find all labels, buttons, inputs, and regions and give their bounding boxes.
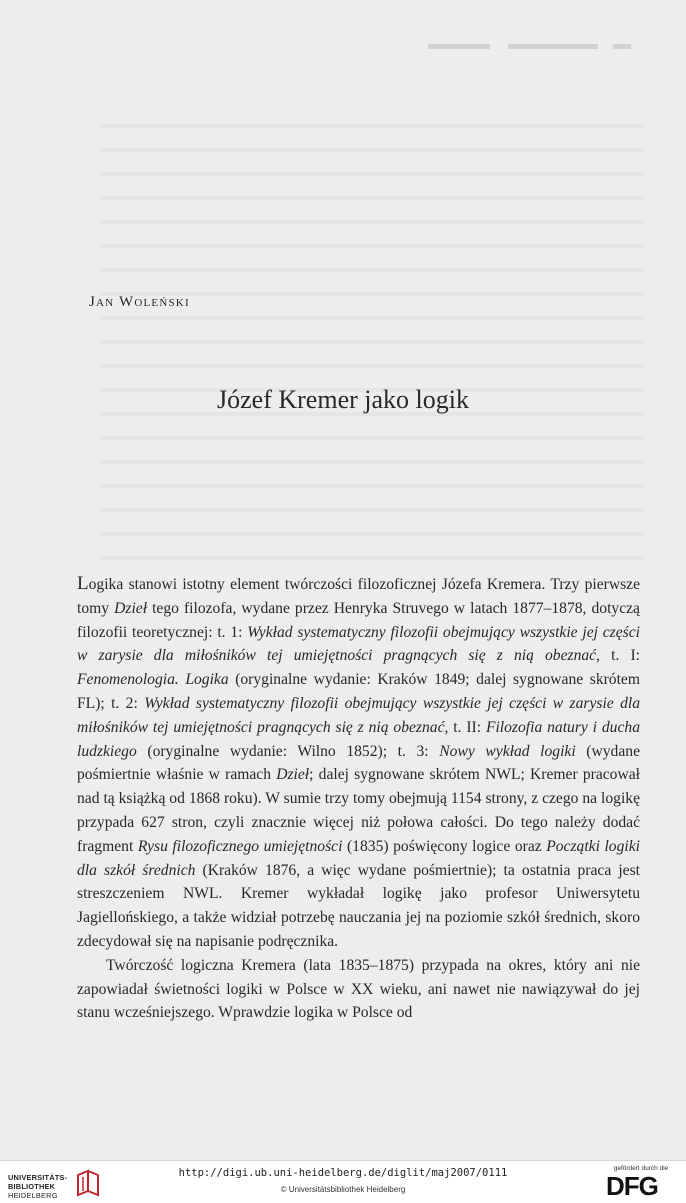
- text-segment: ogika stanowi istotny element twórczości filozoficznej Józefa Kremera. Trzy pierwsze tomy: [77, 576, 640, 617]
- italic-title: Filozofia natury i ducha ludzkiego: [77, 718, 640, 760]
- text-segment: , t. I:: [596, 647, 640, 665]
- text-segment: (1835) poświęcony logice oraz: [342, 837, 547, 855]
- italic-title: Dzieł: [114, 599, 148, 617]
- digital-library-footer: [0, 1160, 686, 1203]
- article-body: [77, 572, 640, 1025]
- author-name: Jan Woleński: [89, 294, 190, 310]
- dfg-logo[interactable]: DFG: [606, 1171, 658, 1201]
- show-through-text: [100, 118, 645, 582]
- text-segment: (oryginalne wydanie: Wilno 1852); t. 3:: [136, 742, 440, 760]
- library-name-line1: UNIVERSITÄTS-: [8, 1173, 68, 1182]
- text-segment: (oryginalne wydanie: Kraków 1849; dalej sygnowane skrótem FL); t. 2:: [77, 671, 640, 712]
- text-segment: ; dalej sygnowane skrótem NWL; Kremer pracował nad tą książką od 1868 roku). W sumie trzy tomy obejmują 1154 strony, z czego na logikę przypada 627 stron, czyli znacznie więcej niż połowa całości. Do tego należy dodać fragment: [77, 766, 640, 855]
- page-url-link[interactable]: http://digi.ub.uni-heidelberg.de/diglit/maj2007/0111: [178, 1167, 508, 1179]
- text-segment: tego filozofa, wydane przez Henryka Struvego w latach 1877–1878, dotyczą filozofii teoretycznej: t. 1:: [77, 599, 640, 641]
- italic-title: Początki logiki dla szkół średnich: [77, 837, 640, 879]
- text-segment: (Kraków 1876, a więc wydane pośmiertnie); ta ostatnia praca jest streszczeniem NWL. Kremer wykładał logikę jako profesor Uniwersytetu Jagiellońskiego, a także widział potrzebę nauczania jej na poziomie szkół średnich, skoro zdecydował się na napisanie podręcznika.: [77, 861, 640, 950]
- library-name-line3: HEIDELBERG: [8, 1191, 58, 1200]
- show-through-header: [408, 38, 648, 61]
- article-title: Józef Kremer jako logik: [217, 385, 469, 414]
- italic-title: Rysu filozoficznego umiejętności: [137, 837, 343, 855]
- text-segment: (wydane pośmiertnie właśnie w ramach: [77, 742, 640, 784]
- italic-title: Nowy wykład logiki: [439, 742, 576, 760]
- italic-title: Wykład systematyczny filozofii obejmujący wszystkie jej części w zarysie dla miłośników tej umiejętności pragnących się z nią obeznać: [77, 623, 640, 665]
- initial-letter: L: [77, 573, 89, 594]
- funded-by-label: gefördert durch die: [613, 1165, 669, 1172]
- italic-title: Dzieł: [276, 766, 310, 784]
- italic-title: Fenomenologia. Logika: [77, 671, 229, 689]
- library-name-line2: BIBLIOTHEK: [8, 1182, 56, 1191]
- italic-title: Wykład systematyczny filozofii obejmujący wszystkie jej części w zarysie dla miłośników tej umiejętności pragnących się z nią obeznać: [77, 694, 641, 736]
- text-segment: , t. II:: [444, 718, 486, 736]
- copyright-notice: © Universitätsbibliothek Heidelberg: [280, 1185, 406, 1194]
- paragraph-1: [77, 572, 640, 954]
- paragraph-2: Twórczość logiczna Kremera (lata 1835–1875) przypada na okres, który ani nie zapowiadał świetności logiki w Polsce w XX wieku, ani nawet nie nawiązywał do jej stanu wcześniejszego. Wprawdzie logika w Polsce od: [77, 956, 640, 1022]
